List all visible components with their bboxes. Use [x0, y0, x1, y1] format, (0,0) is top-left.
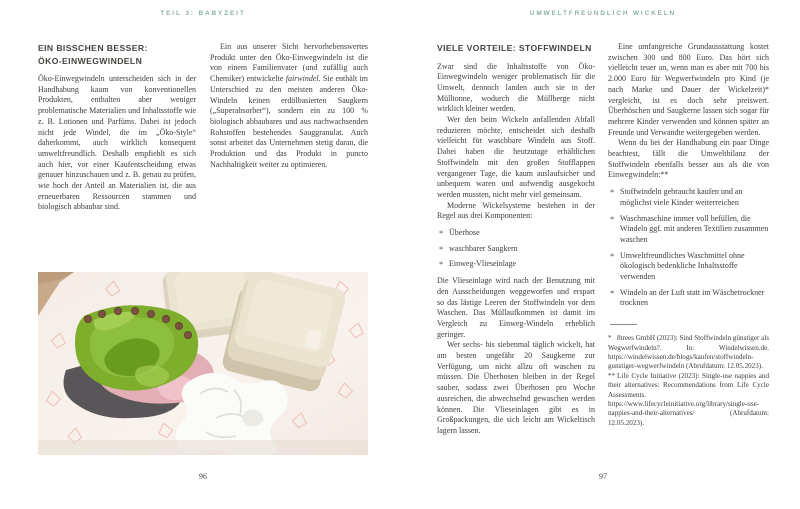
components-bullet-list: [437, 228, 595, 270]
paragraph: Wer sechs- bis siebenmal täglich wickelt, hat am besten ungefähr 20 Saugkerne zur Verfügung, um nicht allzu oft waschen zu müssen. Die Überhosen bleiben in der Regel sauber, sodass zwei Überhosen pro Woche ausreichen, die abwechselnd gewaschen werden können. Die Vlieseinlagen gibt es in Großpackungen, die sich leicht am Wickeltisch lagern lassen.: [437, 340, 595, 435]
right-page-column-1: [437, 42, 595, 437]
diapers-photo-illustration: [38, 272, 368, 455]
bullet-asterisk-icon: *: [610, 213, 615, 224]
list-item: [610, 214, 769, 246]
list-item-text: Einweg-Vlieseinlage: [449, 259, 517, 269]
paragraph: Wer den beim Wickeln anfallenden Abfall reduzieren möchte, entscheidet sich deshalb vielleicht für waschbare Windeln aus Stoff. Dabei haben die heutzutage erhältlichen Stoffwindeln mit den großen Stofflappen vergangener Tage, die kaum auslaufsicher und unbequem waren und aufwendig ausgekocht werden mussten, nicht mehr viel gemeinsam.: [437, 115, 595, 199]
bullet-asterisk-icon: *: [439, 228, 444, 239]
list-item-text: waschbarer Saugkern: [449, 243, 518, 253]
right-page-column-2: [608, 42, 769, 428]
tips-bullet-list: [608, 187, 769, 309]
left-page-column-2: [210, 42, 368, 170]
list-item: [439, 259, 595, 270]
product-name-italic: fairwindel: [285, 74, 319, 84]
footnote-2: [608, 372, 769, 428]
footnote-divider: [610, 324, 637, 325]
section-heading-oeko-einwegwindeln: [38, 42, 196, 67]
list-item: [610, 288, 769, 309]
heading-line: EIN BISSCHEN BESSER:: [38, 43, 148, 53]
paragraph: Eine umfangreiche Grundausstattung kostet zwischen 300 und 800 Euro. Das hört sich vielleicht teuer an, wenn man es aber mit 700 bis 2.000 Euro für Wegwerfwindeln pro Kind (je nach Marke und Dauer der Wickelzeit)* vergleicht, ist es doch sehr preiswert. Überhöschen und Saugkerne lassen sich sogar für mehrere Kinder verwenden und können später an Freunde und Verwandte weitergegeben werden.: [608, 42, 769, 137]
list-item: [439, 244, 595, 255]
footnote-text: 8trees GmbH (2023): Sind Stoffwindeln günstiger als Wegwerfwindeln?. In: Windelwissen.de. https://windelwissen.de/blogs/kaufen/stoffwindeln-gunstiger-wegwerfwindeln (Abrufdatum: 12.05.2023).: [608, 334, 769, 371]
paragraph: Zwar sind die Inhaltsstoffe von Öko-Einwegwindeln weniger problematisch für die Umwelt, dennoch landen auch sie in der Mülltonne, wodurch die Müllberge nicht wirklich kleiner werden.: [437, 61, 595, 114]
list-item: [610, 187, 769, 208]
bullet-asterisk-icon: *: [610, 250, 615, 261]
footnote-text: Life Cycle Initiative (2023): Single-use nappies and their alternatives: Recommendations from Life Cycle Assessments. https://www.lifecycleinitiative.org/library/single-use-nappies-and-their-alternatives/ (Abrufdatum: 12.05.2023).: [608, 371, 769, 427]
list-item-text: Umweltfreundliches Waschmittel ohne ökologisch bedenkliche Inhaltsstoffe verwenden: [620, 250, 745, 282]
section-heading-stoffwindeln: VIELE VORTEILE: STOFFWINDELN: [437, 43, 592, 53]
paragraph: Moderne Wickelsysteme bestehen in der Regel aus drei Komponenten:: [437, 200, 595, 221]
list-item-text: Windeln an der Luft statt im Wäschetrockner trocknen: [620, 287, 765, 308]
mattress-edge-shadow: [38, 440, 368, 455]
page-number-left: 96: [199, 472, 207, 481]
paragraph-text: Ein aus unserer Sicht hervorhebenswertes Produkt unter den Öko-Einwegwindeln ist die von einem Familienvater (und zufällig auch Chemiker) entwickelte: [210, 42, 368, 84]
paragraph: Öko-Einwegwindeln unterscheiden sich in der Handhabung kaum von konventionellen Produkten, enthalten aber weniger problematische Materialien und Inhaltsstoffe wie z. B. Lotionen und Parfüms. Dabei ist jedoch nicht jede Windel, die im „Öko-Style“ daherkommt, auch wirklich konsequent umweltfreundlich. Deshalb empfiehlt es sich auch hier, vor einer Kaufentscheidung etwas genauer hinzuschauen und z. B. genau zu prüfen, wie hoch der Anteil an Materialien ist, die aus erneuerbaren Ressourcen stammen und biologisch abbaubar sind.: [38, 74, 196, 212]
running-head-left: TEIL 3: BABYZEIT: [160, 10, 246, 17]
footnote-marker: *: [608, 334, 612, 343]
bullet-asterisk-icon: *: [610, 287, 615, 298]
diapers-photo: [38, 272, 368, 455]
heading-line: ÖKO-EINWEGWINDELN: [38, 55, 143, 66]
bullet-asterisk-icon: *: [610, 187, 615, 198]
list-item-text: Stoffwindeln gebraucht kaufen und an möglichst viele Kinder weiterreichen: [620, 187, 743, 207]
paragraph: Die Vlieseinlage wird nach der Benutzung mit den Ausscheidungen weggeworfen und erspart so das lästige Leeren der Stoffwindeln vor dem Waschen. Das Müllaufkommen ist damit im Vergleich zu Einweg-Windeln erheblich geringer.: [437, 276, 595, 339]
paragraph: Wenn du bei der Handhabung ein paar Dinge beachtest, fällt die Umweltbilanz der Stoffwindeln ebenfalls besser aus als die von Einwegwindeln:**: [608, 138, 769, 180]
list-item: [439, 228, 595, 239]
paragraph: [210, 42, 368, 170]
footnote-1: [608, 334, 769, 372]
list-item-text: Waschmaschine immer voll befüllen, die Windeln ggf. mit anderen Textilien zusammen waschen: [620, 213, 769, 244]
page-number-right: 97: [599, 472, 607, 481]
paragraph-text: . Sie enthält im Unterschied zu den meisten anderen Öko-Windeln keinen erdölbasierten Saugkern („Superabsorber“), sondern ein zu 100 % biologisch abbaubares und aus nachwachsenden Rohstoffen bestehendes Sauggranulat. Auch sonst arbeitet das Unternehmen stetig daran, die Produktion und das Produkt in puncto Nachhaltigkeit weiter zu optimieren.: [210, 74, 368, 169]
list-item: [610, 251, 769, 283]
list-item-text: Überhose: [449, 228, 480, 238]
bullet-asterisk-icon: *: [439, 243, 444, 254]
bullet-asterisk-icon: *: [439, 259, 444, 270]
running-head-right: UMWELTFREUNDLICH WICKELN: [529, 10, 677, 17]
footnote-marker: **: [608, 371, 616, 380]
left-page-column-1: [38, 42, 196, 213]
